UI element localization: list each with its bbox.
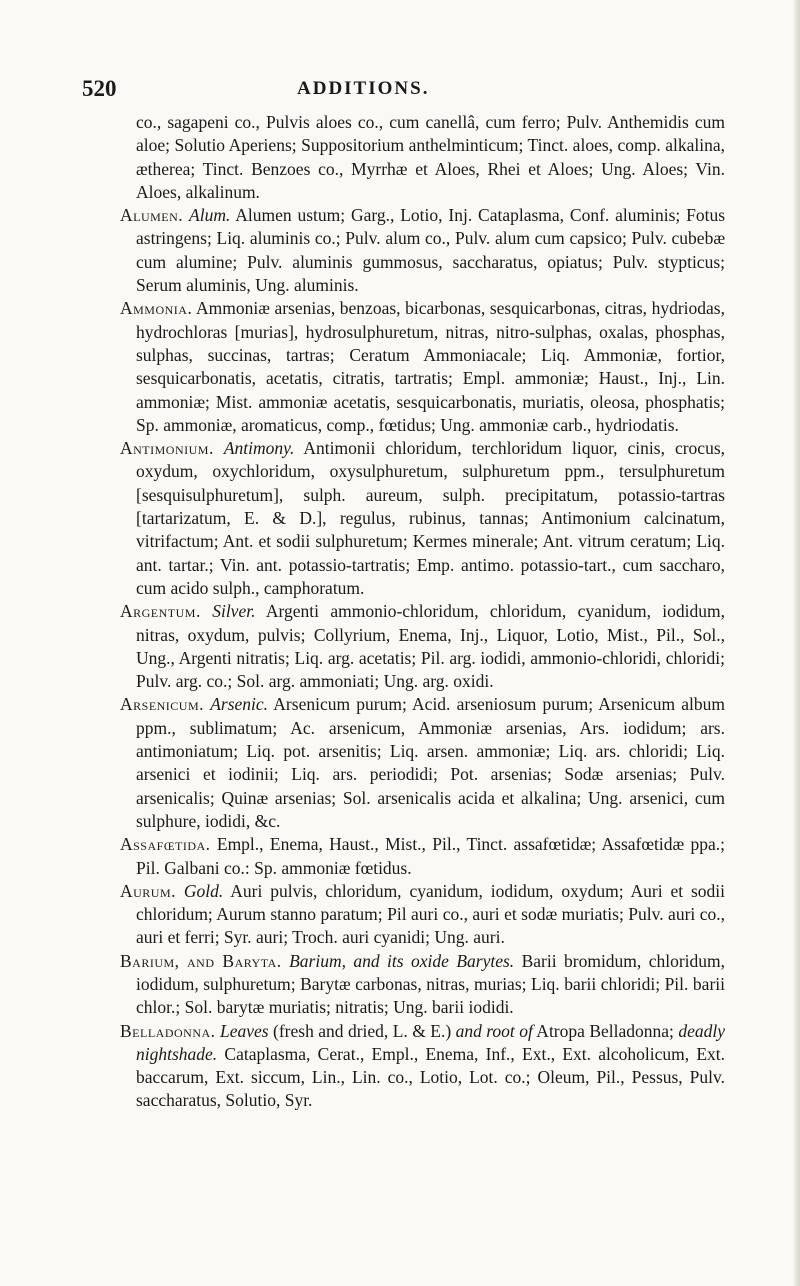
- translation: Antimony.: [223, 438, 295, 459]
- entry-arsenicum: Arsenicum. Arsenic. Arsenicum purum; Acid. arseniosum purum; Arsenicum album ppm., sublimatum; Ac. arsenicum, Ammoniæ arsenias, Ars. iodidum; ars. antimoniatum; Liq. pot. arsenitis; Liq. arsen. ammoniæ; Liq. ars. chloridi; Liq. arsenici et iodinii; Liq. ars. periodidi; Pot. arsenias; Sodæ arsenias; Pulv. arsenicalis; Quinæ arsenias; Sol. arsenicalis acida et alkalina; Ung. arsenici, cum sulphure, iodidi, &c.: [120, 694, 725, 831]
- entry-assafoetida: Assafœtida. Empl., Enema, Haust., Mist., Pil., Tinct. assafœtidæ; Assafœtidæ ppa.; Pil. Galbani co.: Sp. ammoniæ fœtidus.: [120, 834, 726, 878]
- translation: Arsenic.: [210, 694, 269, 715]
- running-head: ADDITIONS.: [297, 78, 430, 99]
- page-edge: [794, 0, 800, 1286]
- page-number: 520: [82, 76, 117, 101]
- headword: Belladonna.: [120, 1020, 216, 1041]
- entry-aloes-continued: co., sagapeni co., Pulvis aloes co., cum canellâ, cum ferro; Pulv. Anthemidis cum aloe; Solutio Aperiens; Suppositorium anthelminticum; Tinct. aloes, comp. alkalina, ætherea; Tinct. Benzoes co., Myrrhæ et Aloes, Rhei et Aloes; Ung. Aloes; Vin. Aloes, alkalinum.: [136, 112, 725, 202]
- headword: Alumen.: [120, 205, 184, 226]
- entry-belladonna: Belladonna. Leaves (fresh and dried, L. & E.) and root of Atropa Belladonna; deadly nightshade. Cataplasma, Cerat., Empl., Enema, Inf., Ext., Ext. alcoholicum, Ext. baccarum, Ext. siccum, Lin., Lin. co., Lotio, Lot. co.; Oleum, Pil., Pessus, Pulv. saccharatus, Solutio, Syr.: [120, 1020, 725, 1111]
- page-header: [82, 76, 722, 106]
- headword: Ammonia.: [120, 298, 193, 319]
- entry-barium: Barium, and Baryta. Barium, and its oxide Barytes. Barii bromidum, chloridum, iodidum, sulphuretum; Barytæ carbonas, nitras, murias; Liq. barii chloridi; Pil. barii chlor.; Sol. barytæ muriatis; nitratis; Ung. barii iodidi.: [120, 950, 726, 1018]
- translation: Gold.: [183, 880, 224, 901]
- headword: Aurum.: [120, 880, 177, 901]
- headword: Arsenicum.: [120, 694, 205, 715]
- translation: Barium, and its oxide Barytes.: [289, 950, 515, 971]
- entry-ammonia: Ammonia. Ammoniæ arsenias, benzoas, bicarbonas, sesquicarbonas, citras, hydriodas, hydrochloras [murias], hydrosulphuretum, nitras, nitro-sulphas, oxalas, phosphas, sulphas, succinas, tartras; Ceratum Ammoniacale; Liq. Ammoniæ, fortior, sesquicarbonatis, acetatis, citratis, tartratis; Empl. ammoniæ; Haust., Inj., Lin. ammoniæ; Mist. ammoniæ acetatis, sesquicarbonatis, muriatis, oleosa, phosphatis; Sp. ammoniæ, aromaticus, comp., fœtidus; Ung. ammoniæ carb., hydriodatis.: [120, 298, 725, 435]
- headword: Antimonium.: [120, 438, 214, 459]
- entry-aurum: Aurum. Gold. Auri pulvis, chloridum, cyanidum, iodidum, oxydum; Auri et sodii chloridum; Aurum stanno paratum; Pil auri co., auri et sodæ muriatis; Pulv. auri co., auri et ferri; Syr. auri; Troch. auri cyanidi; Ung. auri.: [120, 880, 725, 948]
- headword: Barium,: [120, 950, 180, 971]
- headword: Assafœtida.: [120, 834, 211, 855]
- body-text: [120, 111, 725, 1113]
- headword: Argentum.: [120, 601, 201, 622]
- entry-argentum: Argentum. Silver. Argenti ammonio-chloridum, chloridum, cyanidum, iodidum, nitras, oxydum, pulvis; Collyrium, Enema, Inj., Liquor, Lotio, Mist., Pil., Sol., Ung., Argenti nitratis; Liq. arg. acetatis; Pil. arg. iodidi, ammonio-chloridi, chloridi; Pulv. arg. co.; Sol. arg. ammoniati; Ung. arg. oxidi.: [120, 601, 726, 692]
- translation: Silver.: [212, 601, 256, 622]
- entry-alumen: Alumen. Alum. Alumen ustum; Garg., Lotio, Inj. Cataplasma, Conf. aluminis; Fotus astringens; Liq. aluminis co.; Pulv. alum co., Pulv. alum cum capsico; Pulv. cubebæ cum alumine; Pulv. aluminis gummosus, saccharatus, opiatus; Pulv. stypticus; Serum aluminis, Ung. aluminis.: [120, 205, 726, 296]
- entry-antimonium: Antimonium. Antimony. Antimonii chloridum, terchloridum liquor, cinis, crocus, oxydum, oxychloridum, oxysulphuretum, sulphuretum ppm., tersulphuretum [sesquisulphuretum], sulph. aureum, sulph. precipitatum, potassio-tartras [tartarizatum, E. & D.], regulus, rubinus, tannas; Antimonium calcinatum, vitrifactum; Ant. et sodii sulphuretum; Kermes minerale; Ant. vitrum ceratum; Liq. ant. tartar.; Vin. ant. potassio-tartratis; Emp. antimo. potassio-tart., cum saccharo, cum acido sulph., camphoratum.: [120, 438, 726, 598]
- translation: deadly nightshade.: [136, 1020, 725, 1064]
- translation: Alum.: [189, 205, 231, 226]
